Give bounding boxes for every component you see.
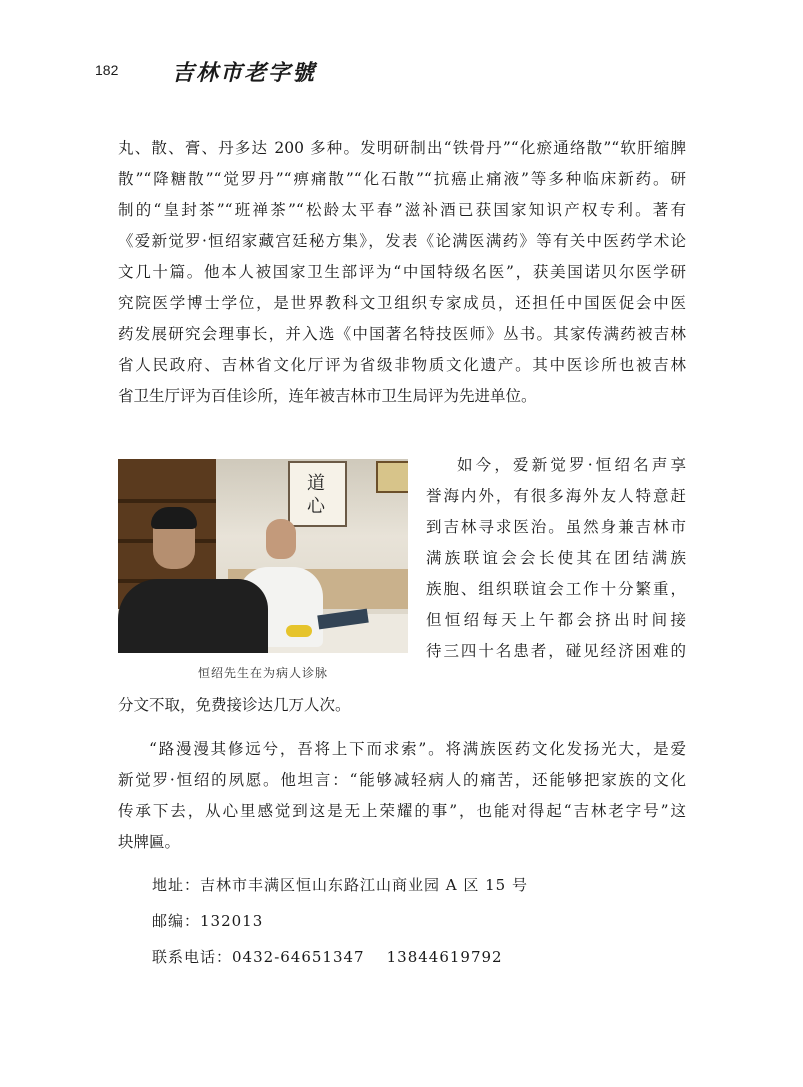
text-line: 究院医学博士学位，是世界教科文卫组织专家成员，还担任中国医促会中医 [118,294,686,312]
book-title: 吉林市老字號 [172,60,317,86]
scroll-character: 心 [307,496,325,517]
photo-caption: 恒绍先生在为病人诊脉 [197,666,328,680]
phone-label: 联系电话： [152,948,233,966]
scroll-character: 道 [307,473,325,494]
text-line: 丸、散、膏、丹多达 200 多种。发明研制出“铁骨丹”“化瘀通络散”“软肝缩脾 [118,139,686,157]
doctor-consultation-photo [118,459,408,653]
page-number: 182 [95,62,119,78]
text-line: 如今，爱新觉罗·恒绍名声享 [457,456,686,474]
text-line: 省人民政府、吉林省文化厅评为省级非物质文化遗产。其中医诊所也被吉林 [118,356,686,374]
text-line: 新觉罗·恒绍的夙愿。他坦言：“能够减轻病人的痛苦，还能够把家族的文化 [118,771,686,789]
paragraph-3 [118,734,686,858]
text-line: 文几十篇。他本人被国家卫生部评为“中国特级名医”，获美国诺贝尔医学研 [118,263,686,281]
text-line: 誉海内外，有很多海外友人特意赶 [426,487,686,505]
phone [152,946,503,967]
paragraph-1 [118,133,686,412]
text-line: 块牌匾。 [118,833,181,851]
text-line: 分文不取，免费接诊达几万人次。 [118,696,351,714]
text-line: 《爱新觉罗·恒绍家藏宫廷秘方集》，发表《论满医满药》等有关中医药学术论 [118,232,686,250]
phone-number-1: 0432-64651347 [232,948,365,966]
text-line: 满族联谊会会长使其在团结满族 [426,549,686,567]
patient-hair [151,507,197,529]
text-line: 省卫生厅评为百佳诊所，连年被吉林市卫生局评为先进单位。 [118,387,537,405]
text-line: 待三四十名患者，碰见经济困难的 [426,642,686,660]
text-line: 散”“降糖散”“觉罗丹”“痹痛散”“化石散”“抗癌止痛液”等多种临床新药。研 [118,170,686,188]
paragraph-2-tail [118,690,686,721]
paragraph-2-side [426,450,686,667]
text-line: 药发展研究会理事长，并入选《中国著名特技医师》丛书。其家传满药被吉林 [118,325,686,343]
patient-figure [118,579,268,653]
text-line: 制的“皇封茶”“班禅茶”“松龄太平春”滋补酒已获国家知识产权专利。著有 [118,201,686,219]
address: 地址：吉林市丰满区恒山东路江山商业园 A 区 15 号 [152,876,528,894]
doctor-head [266,519,296,559]
shelf-board [118,499,216,503]
text-line: 族胞、组织联谊会工作十分繁重， [426,580,686,598]
text-line: 传承下去，从心里感觉到这是无上荣耀的事”，也能对得起“吉林老字号”这 [118,802,686,820]
text-line: 但恒绍每天上午都会挤出时间接 [426,611,686,629]
zip-code: 邮编：132013 [152,912,264,930]
text-line: “路漫漫其修远兮，吾将上下而求索”。将满族医药文化发扬光大，是爱 [149,740,686,758]
wall-frame [376,461,408,493]
phone-number-2: 13844619792 [386,948,503,966]
text-line: 到吉林寻求医治。虽然身兼吉林市 [426,518,686,536]
pulse-pillow [286,625,312,637]
